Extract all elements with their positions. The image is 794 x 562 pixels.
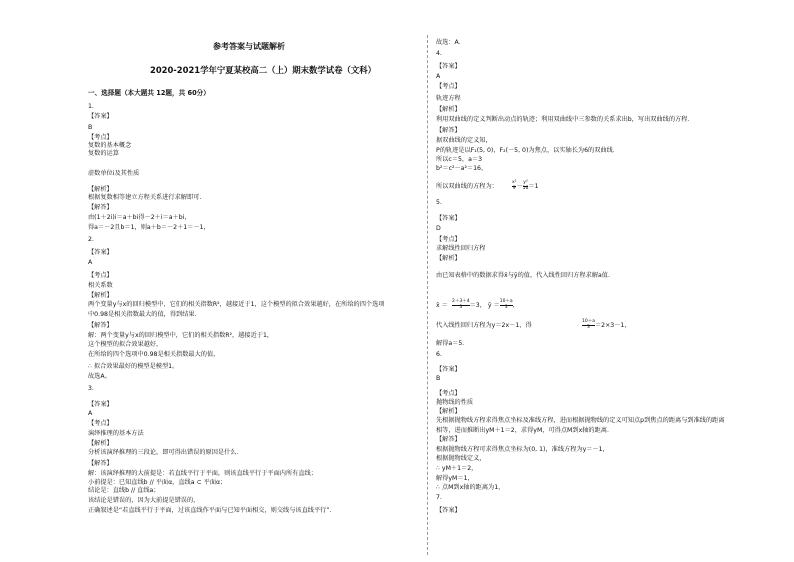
xbar-fraction-numerator: 2＋3＋4 (452, 299, 470, 304)
right-text-line: 根据抛物线定义， (436, 455, 486, 462)
left-text-line: 中0.98是相关指数最大的值，得到结果. (88, 311, 197, 318)
ybar-label: ȳ ＝ (487, 302, 500, 310)
right-text-line: B (436, 375, 441, 382)
left-text-line: 结论是：直线b // 直线a； (88, 487, 160, 494)
right-text-line: 【考点】 (436, 83, 461, 90)
left-text-line: 在所给的四个选项中0.98是相关指数最大的值， (88, 351, 220, 358)
right-text-line: x̄ ＝ (436, 302, 448, 309)
left-text-line: 演绎推理的基本方法 (88, 430, 144, 437)
left-text-line: 虚数单位i及其性质 (88, 170, 140, 177)
left-text-line: 【解析】 (88, 292, 113, 299)
right-text-line: ∴ 点M到x轴的距离为1， (436, 484, 505, 491)
left-text-line: 两个变量y与x的回归模型中，它们的相关指数R²，越接近于1，这个模型的拟合效果越好，在所给的四个选项 (88, 301, 385, 308)
hyperbola-fraction-y-numerator: y² (523, 180, 528, 185)
left-text-line: 得a＝－2且b＝1，则a＋b＝－2＋1＝－1， (88, 224, 210, 231)
left-text-line: 【解答】 (88, 204, 113, 211)
ybar-comma: ， (512, 302, 519, 310)
right-text-line: 所以c＝5，a＝3 (436, 156, 483, 163)
left-text-line: 复数的运算 (88, 150, 119, 157)
left-text-line: A (88, 410, 93, 417)
right-text-line: 【解答】 (436, 127, 461, 134)
right-text-line: 【解析】 (436, 106, 461, 113)
equation-fraction (582, 320, 595, 330)
ybar-fraction-numerator: 10＋a (499, 299, 513, 304)
right-text-line: 根据抛物线方程可求得焦点坐标为(0, 1)，准线方程为y＝－1， (436, 446, 609, 453)
left-text-line: 1. (88, 103, 94, 110)
right-text-line: ∴ yM＋1＝2， (436, 465, 478, 472)
left-text-line: 【解答】 (88, 322, 113, 329)
xbar-fraction (452, 300, 470, 310)
left-text-line: 【答案】 (88, 249, 113, 256)
right-text-line: A (436, 73, 441, 80)
right-text-line: 解得yM＝1， (436, 475, 474, 482)
ybar-fraction-denominator: 3 (504, 304, 508, 310)
right-text-line: 所以双曲线的方程为： (436, 183, 498, 190)
hyperbola-fraction-x-denominator: 9 (512, 185, 516, 191)
equation-line (582, 320, 631, 330)
ybar-fraction (500, 300, 513, 310)
minus-sign: － (516, 183, 523, 191)
left-text-line: 解：该演绎推理的大前提是：若直线平行于平面，则该直线平行于平面内所有直线； (88, 470, 317, 477)
left-text-line: 该结论是错误的，因为大前提是错误的， (88, 497, 200, 504)
left-text-line: 根据复数相等建立方程关系进行求解即可. (88, 194, 202, 201)
right-text-line: D (436, 225, 441, 232)
right-text-line: 7. (436, 494, 442, 501)
left-text-line: 【解答】 (88, 460, 113, 467)
left-text-line: 【解析】 (88, 186, 113, 193)
hyperbola-fraction-y-denominator: 16 (522, 185, 529, 191)
right-text-line: 【考点】 (436, 236, 461, 243)
right-text-line: 【答案】 (436, 215, 461, 222)
right-text-line: 利用双曲线的定义判断出动点的轨迹；利用双曲线中三参数的关系求出b，写出双曲线的方程． (436, 116, 694, 123)
left-text-line: 正确叙述是“若直线平行于平面，过该直线作平面与已知平面相交，则交线与该直线平行”． (88, 507, 336, 514)
page-title: 参考答案与试题解析 (213, 42, 285, 51)
right-text-line: 抛物线的性质 (436, 399, 474, 406)
right-text-line: 相等，进而推断出yM＋1＝2，求得yM，可得点M到x轴的距离． (436, 427, 614, 434)
left-text-line: 【考点】 (88, 420, 113, 427)
equals-one: ＝1 (528, 183, 539, 191)
right-text-line: 由已知表格中的数据求得x̄与ȳ的值，代入线性回归方程求解a值． (436, 272, 615, 279)
right-text-line: 【考点】 (436, 390, 461, 397)
left-text-line: 【考点】 (88, 272, 113, 279)
right-text-line: P的轨迹是以F₁(5, 0)，F₂(－5, 0)为焦点，以实轴长为6的双曲线． (436, 147, 619, 154)
equation-tail: ＝2×3－1， (594, 322, 631, 330)
left-text-line: 分析该演绎推理的三段论，即可得出错误的原因是什么． (88, 449, 243, 456)
right-text-line: 【答案】 (436, 507, 461, 514)
right-text-line: 6. (436, 351, 442, 358)
left-text-line: 相关系数 (88, 282, 113, 289)
right-text-line: b²＝c²－a²＝16， (436, 165, 488, 172)
left-text-line: 这个模型的拟合效果越好， (88, 341, 163, 348)
right-text-line: 【解析】 (436, 255, 461, 262)
column-divider (427, 35, 428, 555)
right-text-line: 解得a＝5． (436, 340, 469, 347)
right-text-line: 先根据抛物线方程求得焦点坐标及准线方程，进而根据抛物线的定义可知点p到焦点的距离与到准线的距离 (436, 417, 725, 424)
right-text-line: 【解答】 (436, 436, 461, 443)
left-text-line: 2. (88, 236, 94, 243)
right-text-line: 【解析】 (436, 408, 461, 415)
right-text-line: 据双曲线的定义知， (436, 137, 492, 144)
section-heading: 一、选择题（本大题共 12题，共 60分） (88, 89, 210, 97)
xbar-fraction-denominator: 3 (459, 304, 463, 310)
left-text-line: 【答案】 (88, 401, 113, 408)
right-text-line: 【答案】 (436, 366, 461, 373)
right-text-line: 轨迹方程 (436, 95, 461, 102)
equation-line (452, 300, 519, 310)
right-text-line: 故选：A． (436, 39, 465, 46)
equation-line (512, 181, 539, 191)
left-text-line: A (88, 259, 93, 266)
right-text-line: 代入线性回归方程为y＝2x－1，得 (436, 322, 532, 329)
left-text-line: 【答案】 (88, 113, 113, 120)
right-text-line: 4. (436, 50, 442, 57)
left-text-line: 解：两个变量y与x的回归模型中，它们的相关指数R²，越接近于1， (88, 332, 274, 339)
left-text-line: 复数的基本概念 (88, 142, 132, 149)
right-text-line: 5. (436, 199, 442, 206)
left-text-line: 【考点】 (88, 134, 113, 141)
xbar-result: ＝3， (469, 302, 488, 310)
right-text-line: 求解线性回归方程 (436, 245, 486, 252)
left-text-line: ∴ 拟合效果最好的模型是模型1。 (88, 363, 179, 370)
equation-fraction-denominator: 3 (587, 324, 590, 330)
left-text-line: 3. (88, 385, 94, 392)
left-text-line: 小前提是：已知直线b // 平面α，直线a ⊂ 平面α； (88, 479, 227, 486)
hyperbola-fraction-x-numerator: x² (512, 180, 517, 185)
equation-fraction-numerator: 10＋a (582, 319, 595, 324)
left-text-line: 【解析】 (88, 440, 113, 447)
left-text-line: 故选A。 (88, 373, 111, 380)
right-text-line: 【答案】 (436, 63, 461, 70)
left-text-line: B (88, 124, 93, 131)
page-subtitle: 2020-2021学年宁夏某校高二（上）期末数学试卷（文科） (150, 65, 376, 75)
left-text-line: 由(1＋2i)i＝a＋bi得－2＋i＝a＋bi， (88, 214, 191, 221)
